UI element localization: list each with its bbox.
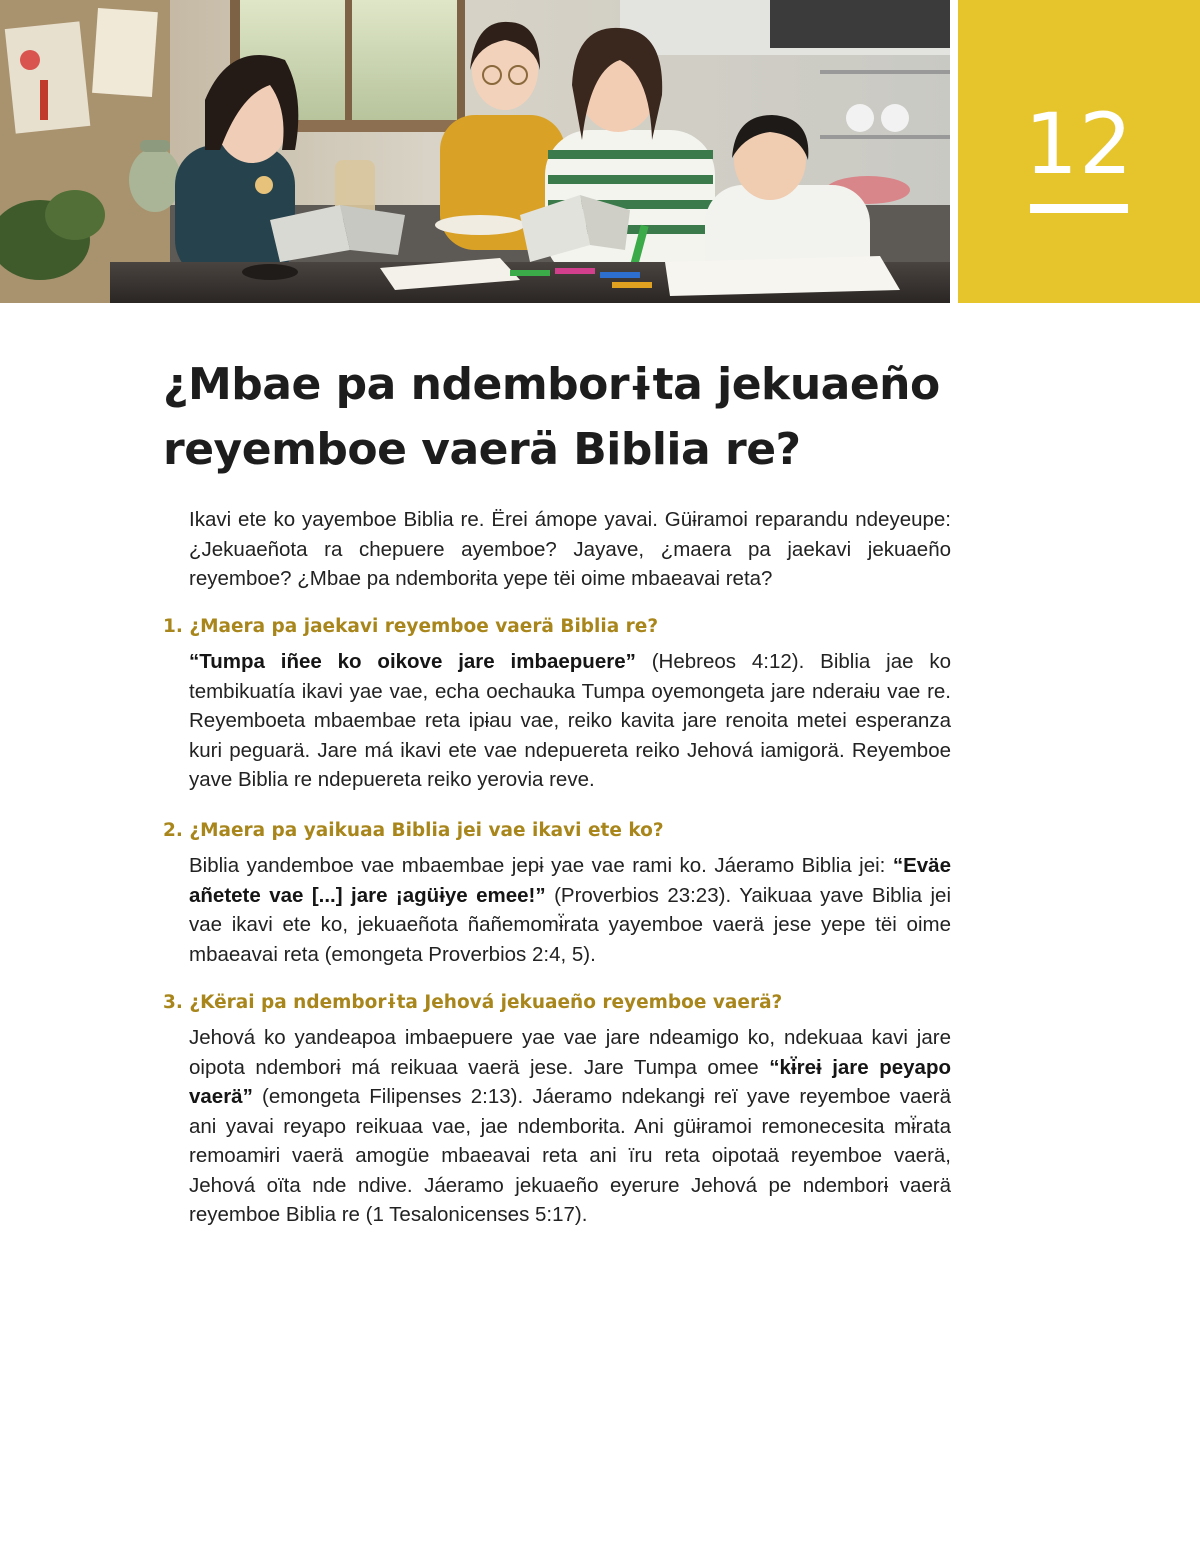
answer-2 [189, 851, 951, 969]
answer-3-text-after: (emongeta Filipenses 2:13). Jáeramo ndekangɨ reï yave reyemboe vaerä ani yavai reyapo reikuaa vae, jae ndemborɨta. Ani güɨramoi remonecesita mɨ̈rata remoamɨri vaerä amogüe mbaeavai reta ani ïru reta oipotaä reyemboe vaerä, Jehová oïta nde ndive. Jáeramo jekuaeño eyerure Jehová pe ndemborɨ vaerä reyemboe Biblia re (1 Tesalonicenses 5:17). [189, 1085, 951, 1226]
hero-photo [0, 0, 950, 303]
intro-paragraph: Ikavi ete ko yayemboe Biblia re. Ërei ámope yavai. Güɨramoi reparandu ndeyeupe: ¿Jekuaeñota ra chepuere ayemboe? Jayave, ¿maera pa jaekavi jekuaeño reyemboe? ¿Mbae pa ndemborɨta yepe tëi oime mbaeavai reta? [189, 508, 951, 590]
answer-2-text-after: (Proverbios 23:23). Yaikuaa yave Biblia jei vae ikavi ete ko, jekuaeñota ñañemomɨ̈rata yayemboe vaerä jese yepe tëi oime mbaeavai reta (emongeta Proverbios 2:4, 5). [189, 883, 951, 966]
page-title: ¿Mbae pa ndemborɨta jekuaeño reyemboe vaerä Biblia re? [163, 359, 940, 475]
answer-2-scripture-quote: “Eväe añetete vae [...] jare ¡agüɨye emee!” [189, 854, 951, 907]
answer-1 [189, 647, 951, 795]
answer-3 [189, 1023, 951, 1230]
question-1: 1. ¿Maera pa jaekavi reyemboe vaerä Biblia re? [163, 616, 659, 637]
lesson-number-underline [1030, 204, 1128, 213]
answer-2-text-before: Biblia yandemboe vae mbaembae jepɨ yae vae rami ko. Jáeramo Biblia jei: [189, 854, 893, 877]
answer-3-text-before: Jehová ko yandeapoa imbaepuere yae vae jare ndeamigo ko, ndekuaa kavi jare oipota ndemborɨ má reikuaa vaerä jese. Jare Tumpa omee [189, 1026, 951, 1079]
family-bible-study-illustration [0, 0, 950, 303]
answer-3-scripture-quote: “kɨ̈reɨ jare peyapo vaerä” [189, 1055, 951, 1108]
answer-1-scripture-quote: “Tumpa iñee ko oikove jare imbaepuere” [189, 650, 636, 673]
question-3: 3. ¿Kërai pa ndemborɨta Jehová jekuaeño reyemboe vaerä? [163, 992, 783, 1013]
answer-1-text: (Hebreos 4:12). Biblia jae ko tembikuatía ikavi yae vae, echa oechauka Tumpa oyemongeta jare nderaɨu vae re. Reyemboeta mbaembae reta ipɨau vae, reiko kavita jare renoita metei esperanza kuri peguarä. Jare má ikavi ete vae ndepuereta reiko Jehová iamigorä. Reyemboe yave Biblia re ndepuereta reiko yerovia reve. [189, 650, 952, 791]
lesson-number-tab [958, 0, 1200, 303]
lesson-number: 12 [1024, 95, 1134, 193]
question-2: 2. ¿Maera pa yaikuaa Biblia jei vae ikavi ete ko? [163, 820, 664, 841]
